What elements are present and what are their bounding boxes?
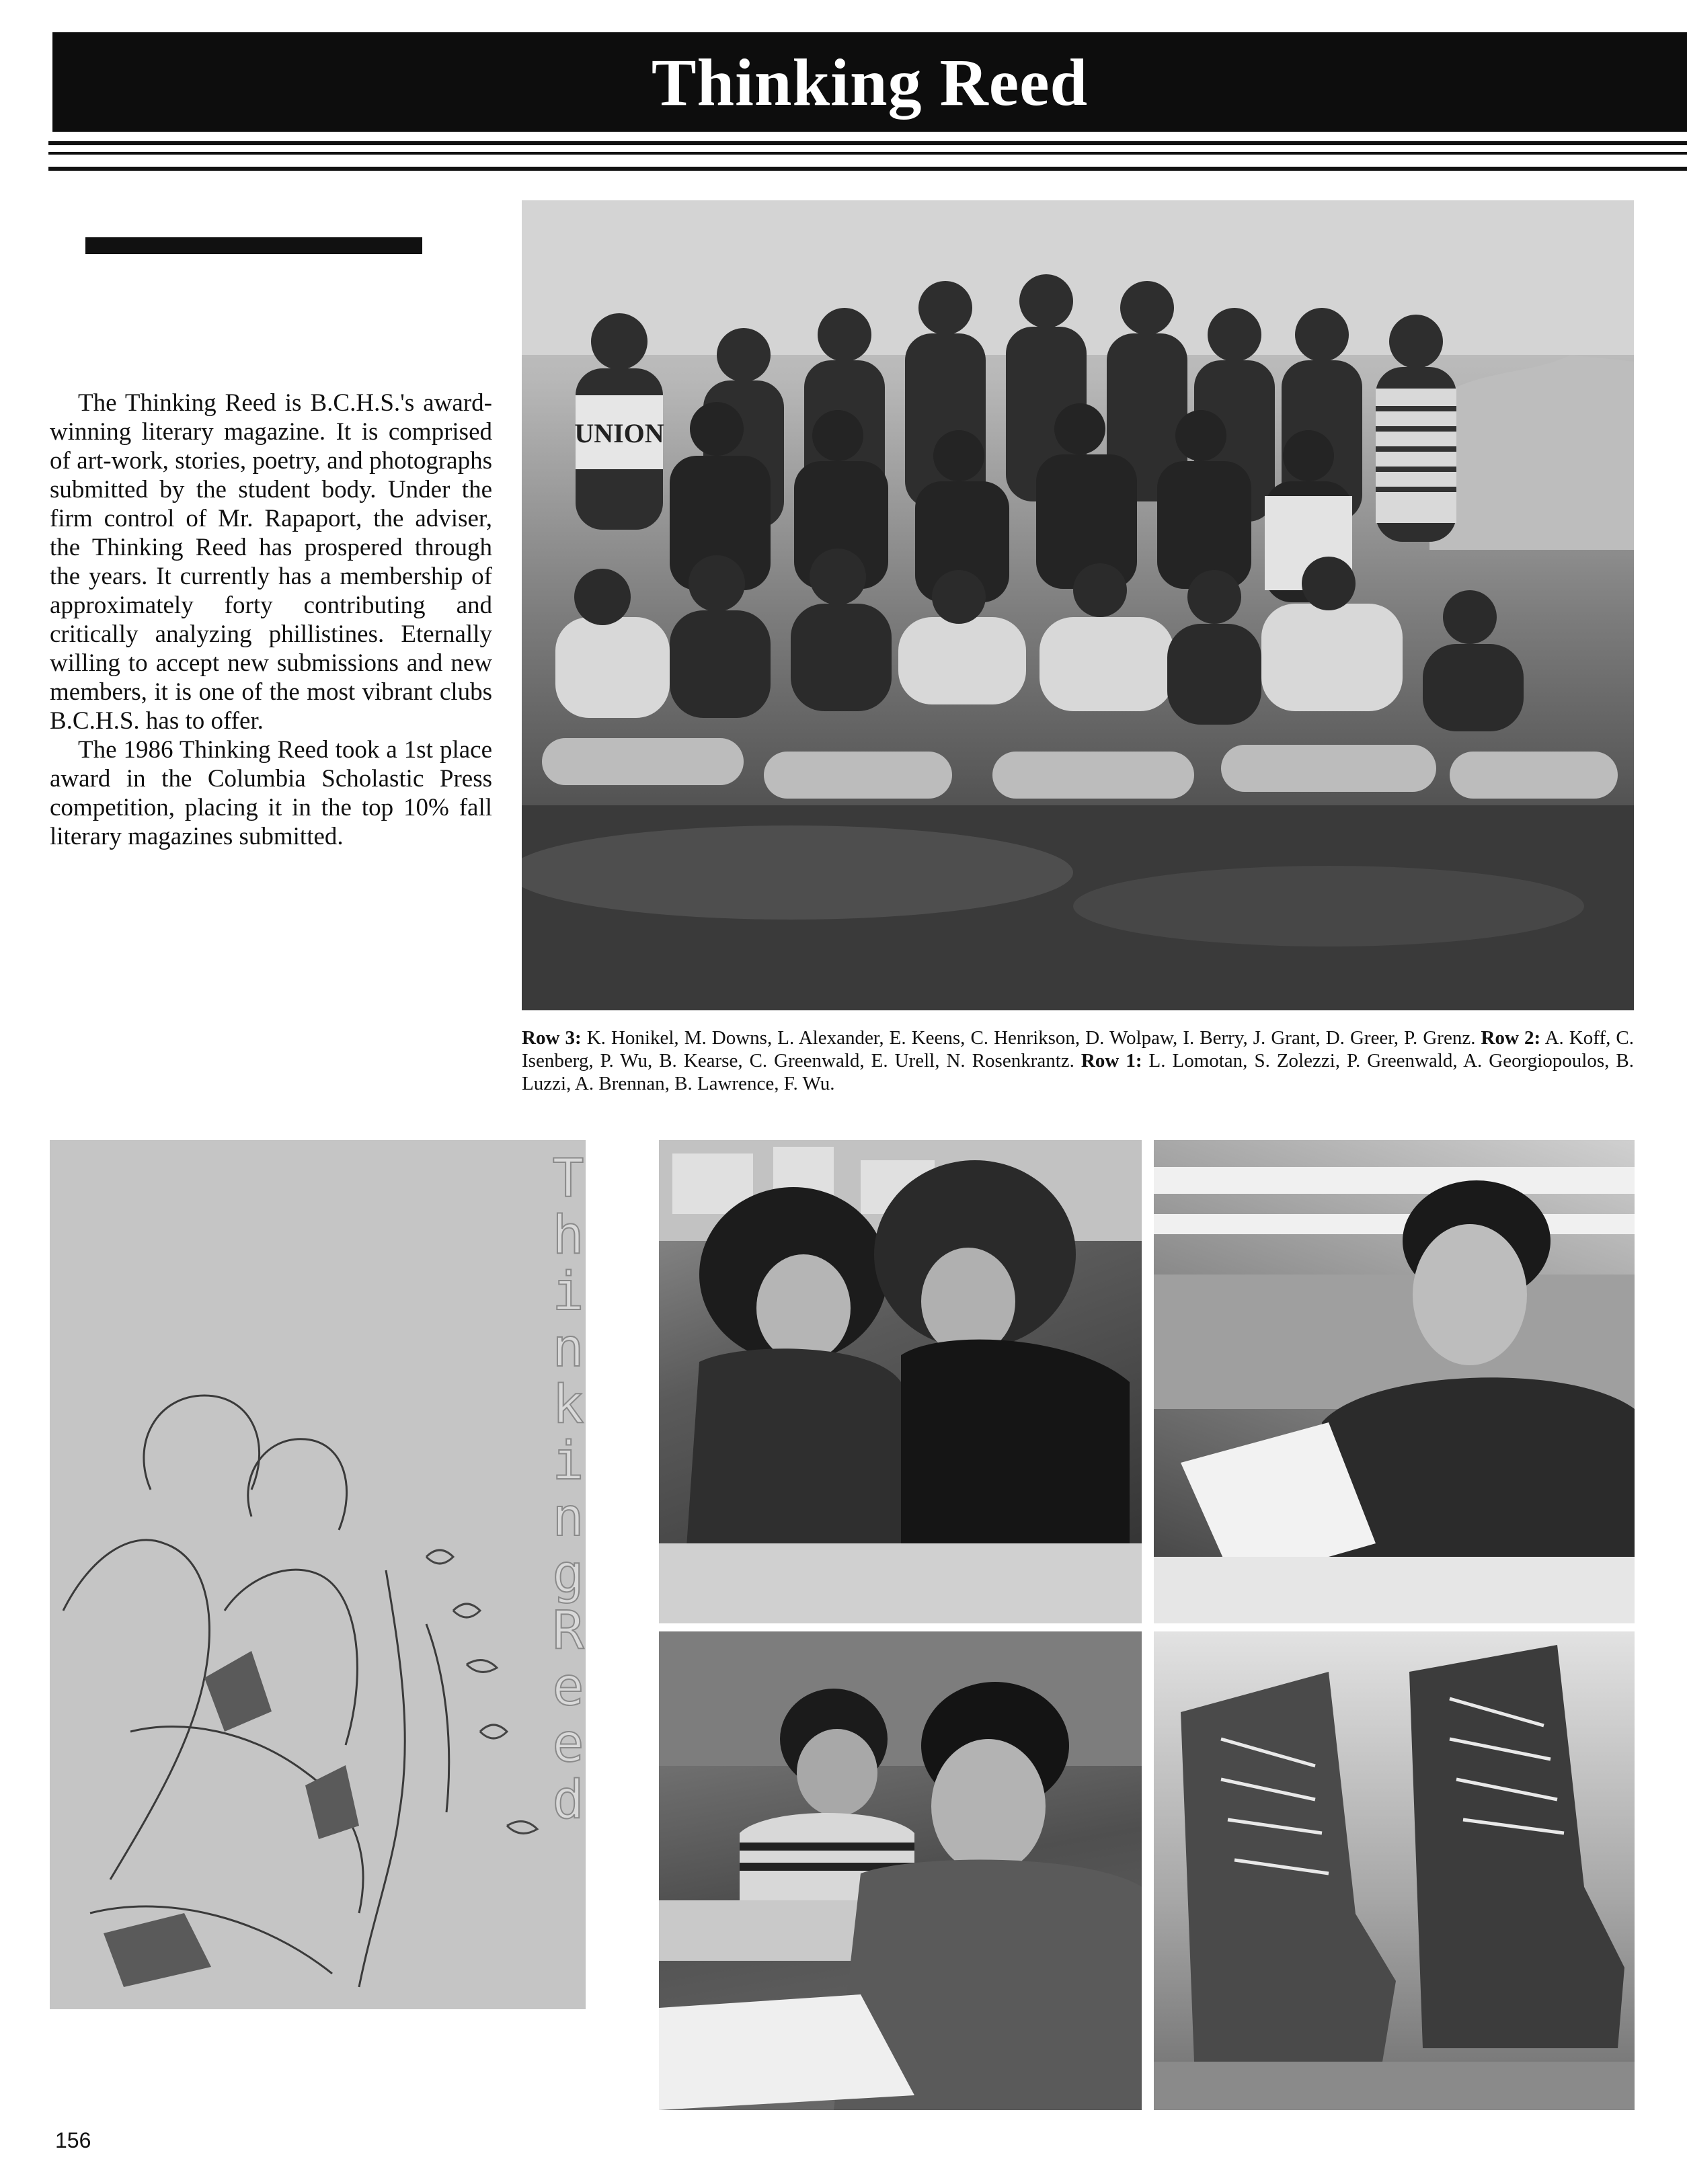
caption-row-label: Row 3: xyxy=(522,1027,582,1049)
caption-row-names: L. Lomotan, S. Zolezzi, P. Greenwald, A. Georgiopoulos, B. Luzzi, A. Brennan, B. Lawrence, F. Wu. xyxy=(522,1050,1634,1094)
drawing-boots xyxy=(1154,1631,1635,2110)
header-rule-top xyxy=(48,141,1687,145)
photo-student-reading xyxy=(1154,1140,1635,1623)
photo-students-writing-illustration xyxy=(659,1631,1142,2110)
photo-caption xyxy=(522,1026,1634,1095)
group-photo-illustration xyxy=(522,200,1634,1010)
intro-text xyxy=(50,389,492,851)
photo-two-students-illustration xyxy=(659,1140,1142,1623)
sketch-title-text: Thinking Reed xyxy=(552,1149,584,1830)
caption-row-label: Row 1: xyxy=(1081,1050,1142,1071)
intro-paragraph: The Thinking Reed is B.C.H.S.'s award-winning literary magazine. It is comprised of art-work, stories, poetry, and photographs submitted by the student body. Under the firm control of Mr. Rapaport, the adviser, the Thinking Reed has prospered through the years. It currently has a membership of approximately forty contributing and critically analyzing phillistines. Eternally willing to accept new submissions and new members, it is one of the most vibrant clubs B.C.H.S. has to offer. xyxy=(50,389,492,735)
group-photo xyxy=(522,200,1634,1010)
drawing-boots-illustration xyxy=(1154,1631,1635,2110)
photo-student-reading-illustration xyxy=(1154,1140,1635,1623)
sketch-illustration xyxy=(50,1140,586,2009)
caption-row-names: A. Koff, C. Isenberg, P. Wu, B. Kearse, C. Greenwald, E. Urell, N. Rosenkrantz. xyxy=(522,1027,1635,1071)
header-rule-bottom xyxy=(48,167,1687,171)
photo-two-students-at-desk xyxy=(659,1140,1142,1623)
page-title: Thinking Reed xyxy=(651,44,1089,120)
header-rule-middle xyxy=(48,152,1687,155)
page-number: 156 xyxy=(55,2128,91,2152)
accent-bar xyxy=(85,237,422,254)
intro-paragraph: The 1986 Thinking Reed took a 1st place award in the Columbia Scholastic Press competition, placing it in the top 10% fall literary magazines submitted. xyxy=(50,736,492,850)
caption-row-label: Row 2: xyxy=(1481,1027,1541,1049)
caption-row-names: K. Honikel, M. Downs, L. Alexander, E. Keens, C. Henrikson, D. Wolpaw, I. Berry, J. Grant, D. Greer, P. Grenz. xyxy=(586,1027,1476,1049)
sweater-text: UNION xyxy=(574,418,664,448)
photo-students-writing xyxy=(659,1631,1142,2110)
sketch-artwork xyxy=(50,1140,586,2009)
